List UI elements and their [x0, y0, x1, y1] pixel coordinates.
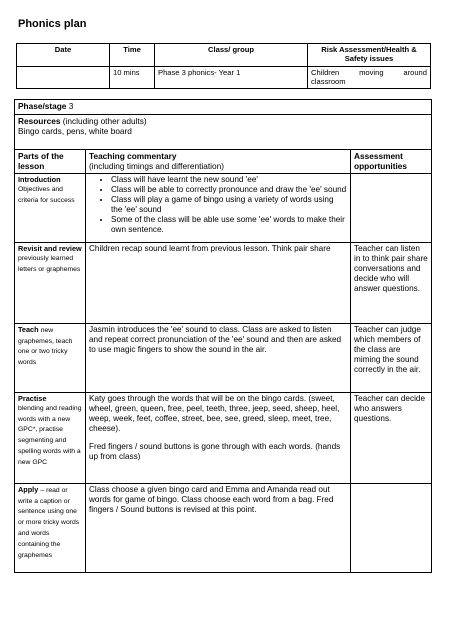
apply-assessment — [351, 483, 432, 572]
risk-cell — [308, 67, 431, 89]
practise-commentary — [86, 392, 351, 483]
apply-commentary: Class choose a given bingo card and Emma and Amanda read out words for game of bingo. Class choose each word from a bag. Fred fingers / Sound buttons is revised at this point. — [86, 483, 351, 572]
resources-row — [15, 115, 432, 150]
page-title: Phonics plan — [18, 18, 87, 30]
introduction-commentary — [86, 173, 351, 242]
teaching-header-note: (including timings and differentiation) — [89, 161, 224, 172]
details-row — [17, 67, 431, 89]
introduction-label-cell: Introduction Objectives and criteria for success — [15, 173, 86, 242]
teach-row — [15, 323, 432, 392]
resources-cell — [15, 115, 432, 150]
column-header-row — [15, 150, 432, 174]
phase-value: 3 — [68, 101, 74, 111]
date-header: Date — [17, 44, 110, 67]
assessment-header: Assessment opportunities — [351, 150, 432, 174]
apply-label-cell: Apply – read or write a caption or sentence using one or more tricky words and words containing the graphemes — [15, 483, 86, 572]
practise-text-2: Fred fingers / sound buttons is gone through with each words. (hands up from class) — [89, 441, 341, 461]
risk-line-1: Children moving around — [311, 68, 427, 77]
objective-item: • Class will have learnt the new sound 'ee' — [111, 175, 347, 185]
apply-row — [15, 483, 432, 572]
resources-note: (including other adults) — [62, 116, 147, 126]
class-group-header: Class/ group — [155, 44, 308, 67]
objectives-list — [89, 175, 347, 235]
phase-label: Phase/stage — [18, 101, 67, 111]
details-header-row — [17, 44, 431, 67]
practise-text: Katy goes through the words that will be on the bingo cards. (sweet, wheel, green, queen, free, peel, teeth, three, jeep, seed, sheep, heel, weep, week, feet, coffee, street, bee, see, greed, sleep, meet, tree, cheese). — [89, 393, 340, 433]
details-table — [16, 43, 431, 89]
risk-line-2: classroom — [311, 77, 346, 87]
resources-label: Resources — [18, 116, 61, 126]
revisit-assessment: Teacher can listen in to think pair share conversations and decide who will answer questions. — [351, 242, 432, 323]
revisit-commentary: Children recap sound learnt from previous lesson. Think pair share — [86, 242, 351, 323]
phase-row — [15, 100, 432, 115]
resources-value: Bingo cards, pens, white board — [18, 126, 132, 137]
teach-assessment: Teacher can judge which members of the class are miming the sound correctly in the air. — [351, 323, 432, 392]
lesson-plan-table — [14, 99, 432, 573]
teaching-header — [86, 150, 351, 174]
time-header: Time — [110, 44, 155, 67]
class-group-cell: Phase 3 phonics- Year 1 — [155, 67, 308, 89]
date-cell — [17, 67, 110, 89]
practise-assessment: Teacher can decide who answers questions. — [351, 392, 432, 483]
revisit-row — [15, 242, 432, 323]
introduction-assessment — [351, 173, 432, 242]
revisit-label-cell: Revisit and review previously learned letters or graphemes — [15, 242, 86, 323]
objective-item: • Class will play a game of bingo using a variety of words using the 'ee' sound — [111, 195, 347, 215]
teach-commentary: Jasmin introduces the 'ee' sound to class. Class are asked to listen and repeat correct pronunciation of the 'ee' sound and then are asked to use magic fingers to show the sound in the air. — [86, 323, 351, 392]
parts-header: Parts of the lesson — [15, 150, 86, 174]
phase-cell — [15, 100, 432, 115]
objective-item: • Some of the class will be able use some 'ee' words to make their own sentence. — [111, 215, 347, 235]
introduction-row — [15, 173, 432, 242]
objective-item: • Class will be able to correctly pronounce and draw the 'ee' sound — [111, 185, 347, 195]
risk-header: Risk Assessment/Health & Safety issues — [308, 44, 431, 67]
practise-row — [15, 392, 432, 483]
practise-label-cell: Practise blending and reading words with a new GPC*, practise segmenting and spelling words with a new GPC — [15, 392, 86, 483]
teach-label-cell: Teach new graphemes, teach one or two tricky words — [15, 323, 86, 392]
teaching-header-label: Teaching commentary — [89, 151, 177, 161]
time-cell: 10 mins — [110, 67, 155, 89]
